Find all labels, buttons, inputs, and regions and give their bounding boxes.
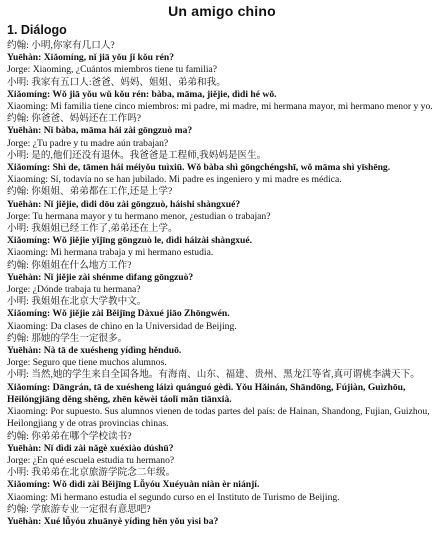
dialogue-line-es <box>7 455 437 467</box>
utterance-text: ¿Tu padre y tu madre aún trabajan? <box>32 137 169 149</box>
speaker-label: Xiaoming: <box>7 406 49 418</box>
dialogue-line-es <box>7 247 437 259</box>
dialogue <box>7 40 437 528</box>
speaker-label: 小明: <box>7 467 29 479</box>
dialogue-line-pinyin <box>7 382 437 406</box>
speaker-label: Xiǎomíng: <box>7 235 51 247</box>
utterance-text: Mi hermano estudia el segundo curso en el Instituto de Turismo de Beijing. <box>50 491 340 503</box>
dialogue-line-zh <box>7 296 437 308</box>
utterance-text: Sí, todavía no se han jubilado. Mi padre es ingeniero y mi madre es médica. <box>50 174 342 186</box>
utterance-text: 那她的学生一定很多。 <box>31 332 128 344</box>
dialogue-line-es <box>7 138 437 150</box>
utterance-text: Mi hermana trabaja y mi hermano estudia. <box>50 247 214 259</box>
speaker-label: Jorge: <box>7 284 31 296</box>
speaker-label: Yuēhàn: <box>7 515 42 527</box>
dialogue-line-zh <box>7 77 437 89</box>
speaker-label: 约翰: <box>7 259 29 271</box>
speaker-label: Xiǎomíng: <box>7 381 51 393</box>
speaker-label: Yuēhàn: <box>7 442 42 454</box>
utterance-text: 你姐姐在什么地方工作? <box>31 259 132 271</box>
speaker-label: Jorge: <box>7 64 31 76</box>
utterance-text: 我姐姐已经工作了,弟弟还在上学。 <box>31 223 178 235</box>
speaker-label: Xiǎomíng: <box>7 479 51 491</box>
speaker-label: Xiaoming: <box>7 491 49 503</box>
page-title: Un amigo chino <box>168 3 276 19</box>
utterance-text: Da clases de chino en la Universidad de Beijing. <box>50 320 237 332</box>
dialogue-line-pinyin <box>7 125 437 137</box>
speaker-label: Yuēhàn: <box>7 345 42 357</box>
dialogue-line-es <box>7 211 437 223</box>
utterance-text: Nà tā de xuésheng yídìng hěnduō. <box>43 345 182 357</box>
dialogue-line-pinyin <box>7 443 437 455</box>
speaker-label: 约翰: <box>7 40 29 51</box>
speaker-label: Xiaoming: <box>7 247 49 259</box>
speaker-label: Xiaoming: <box>7 174 49 186</box>
dialogue-line-zh <box>7 150 437 162</box>
speaker-label: Xiaoming: <box>7 101 49 113</box>
dialogue-line-pinyin <box>7 199 437 211</box>
dialogue-line-es <box>7 101 437 113</box>
speaker-label: Yuēhàn: <box>7 125 42 137</box>
dialogue-line-pinyin <box>7 308 437 320</box>
speaker-label: 小明: <box>7 76 29 88</box>
dialogue-line-es <box>7 64 437 76</box>
speaker-label: Jorge: <box>7 137 31 149</box>
dialogue-line-zh <box>7 186 437 198</box>
dialogue-line-pinyin <box>7 479 437 491</box>
speaker-label: 约翰: <box>7 332 29 344</box>
utterance-text: Seguro que tiene muchos alumnos. <box>32 357 167 369</box>
dialogue-line-pinyin <box>7 89 437 101</box>
utterance-text: Xué lǚyóu zhuānyè yídìng hěn yǒu yìsi ba? <box>43 515 219 527</box>
speaker-label: Yuēhàn: <box>7 198 42 210</box>
speaker-label: Jorge: <box>7 357 31 369</box>
dialogue-line-pinyin <box>7 272 437 284</box>
speaker-label: Xiaoming: <box>7 320 49 332</box>
speaker-label: Yuēhàn: <box>7 271 42 283</box>
utterance-text: 小明,你家有几口人? <box>31 40 115 51</box>
dialogue-line-zh <box>7 369 437 381</box>
dialogue-line-es <box>7 284 437 296</box>
utterance-text: 你姐姐、弟弟都在工作,还是上学? <box>31 186 173 198</box>
speaker-label: 约翰: <box>7 113 29 125</box>
utterance-text: 我姐姐在北京大学教中文。 <box>31 296 147 308</box>
dialogue-line-pinyin <box>7 345 437 357</box>
speaker-label: 小明: <box>7 149 29 161</box>
utterance-text: Nǐ bàba, māma hái zài gōngzuò ma? <box>43 125 193 137</box>
dialogue-line-pinyin <box>7 52 437 64</box>
speaker-label: Jorge: <box>7 210 31 222</box>
dialogue-line-es <box>7 492 437 504</box>
utterance-text: 我弟弟在北京旅游学院念二年级。 <box>31 467 176 479</box>
speaker-label: Xiǎomíng: <box>7 162 51 174</box>
utterance-text: 是的,他们还没有退休。我爸爸是工程师,我妈妈是医生。 <box>31 149 267 161</box>
utterance-text: Xiǎomíng, nǐ jiā yǒu jǐ kǒu rén? <box>43 52 175 64</box>
utterance-text: Wǒ jiā yǒu wǔ kǒu rén: bàba, māma, jiějie, dìdi hé wǒ. <box>52 88 277 100</box>
utterance-text: 你弟弟在哪个学校读书? <box>31 430 132 442</box>
dialogue-line-es <box>7 406 437 430</box>
utterance-text: Wǒ jiějie zài Běijīng Dàxué jiāo Zhōngwén. <box>52 308 230 320</box>
dialogue-line-es <box>7 357 437 369</box>
speaker-label: 约翰: <box>7 503 29 515</box>
utterance-text: ¿En qué escuela estudia tu hermano? <box>32 454 175 466</box>
dialogue-line-pinyin <box>7 235 437 247</box>
speaker-label: 小明: <box>7 223 29 235</box>
utterance-text: Wǒ dìdi zài Běijīng Lǚyóu Xuéyuàn niàn èr niánjí. <box>52 479 260 491</box>
utterance-text: Shì de, tāmen hái méiyǒu tuìxiū. Wǒ bàba shì gōngchéngshī, wǒ māma shì yīshēng. <box>52 162 391 174</box>
speaker-label: Xiǎomíng: <box>7 88 51 100</box>
dialogue-line-zh <box>7 333 437 345</box>
utterance-text: ¿Dónde trabaja tu hermana? <box>32 284 141 296</box>
speaker-label: 约翰: <box>7 430 29 442</box>
utterance-text: Wǒ jiějie yǐjīng gōngzuò le, dìdi háizài shàngxué. <box>52 235 253 247</box>
speaker-label: Yuēhàn: <box>7 52 42 64</box>
utterance-text: Nǐ dìdi zài nǎgè xuéxiào dúshū? <box>43 442 174 454</box>
dialogue-line-zh <box>7 223 437 235</box>
speaker-label: 小明: <box>7 369 29 381</box>
dialogue-line-zh <box>7 504 437 516</box>
utterance-text: Dāngrán, tā de xuésheng láizì quánguó gèdì. Yǒu Hǎinán, Shāndōng, Fújiàn, Guìzhōu, Hēilóngjiāng děng shěng, zhēn kěwèi táolǐ mǎn tiānxià. <box>7 381 406 405</box>
dialogue-line-pinyin <box>7 516 437 528</box>
speaker-label: 约翰: <box>7 186 29 198</box>
utterance-text: 你爸爸、妈妈还在工作吗? <box>31 113 142 125</box>
utterance-text: Tu hermana mayor y tu hermano menor, ¿estudian o trabajan? <box>32 210 271 222</box>
dialogue-line-zh <box>7 40 437 52</box>
utterance-text: Mi familia tiene cinco miembros: mi padre, mi madre, mi hermana mayor, mi hermano menor y yo. <box>50 101 433 113</box>
dialogue-line-zh <box>7 113 437 125</box>
speaker-label: Jorge: <box>7 454 31 466</box>
utterance-text: 我家有五口人:爸爸、妈妈、姐姐、弟弟和我。 <box>31 76 226 88</box>
speaker-label: 小明: <box>7 296 29 308</box>
dialogue-line-zh <box>7 467 437 479</box>
dialogue-line-zh <box>7 260 437 272</box>
dialogue-line-es <box>7 321 437 333</box>
speaker-label: Xiǎomíng: <box>7 308 51 320</box>
section-heading: 1. Diálogo <box>7 23 67 37</box>
utterance-text: Por supuesto. Sus alumnos vienen de todas partes del país: de Hainan, Shandong, Fujian, Guizhou, Heilongjiang y de otras provincias chinas. <box>7 406 430 430</box>
utterance-text: 学旅游专业一定很有意思吧? <box>31 503 151 515</box>
utterance-text: Xiaoming, ¿Cuántos miembros tiene tu familia? <box>32 64 218 76</box>
utterance-text: Nǐ jiějie, dìdi dōu zài gōngzuò, háishi shàngxué? <box>43 198 241 210</box>
dialogue-line-zh <box>7 431 437 443</box>
dialogue-line-pinyin <box>7 162 437 174</box>
utterance-text: 当然,她的学生来自全国各地。有海南、山东、福建、贵州、黑龙江等省,真可谓桃李满天下。 <box>31 369 420 381</box>
dialogue-line-es <box>7 174 437 186</box>
utterance-text: Nǐ jiějie zài shénme dìfang gōngzuò? <box>43 271 194 283</box>
